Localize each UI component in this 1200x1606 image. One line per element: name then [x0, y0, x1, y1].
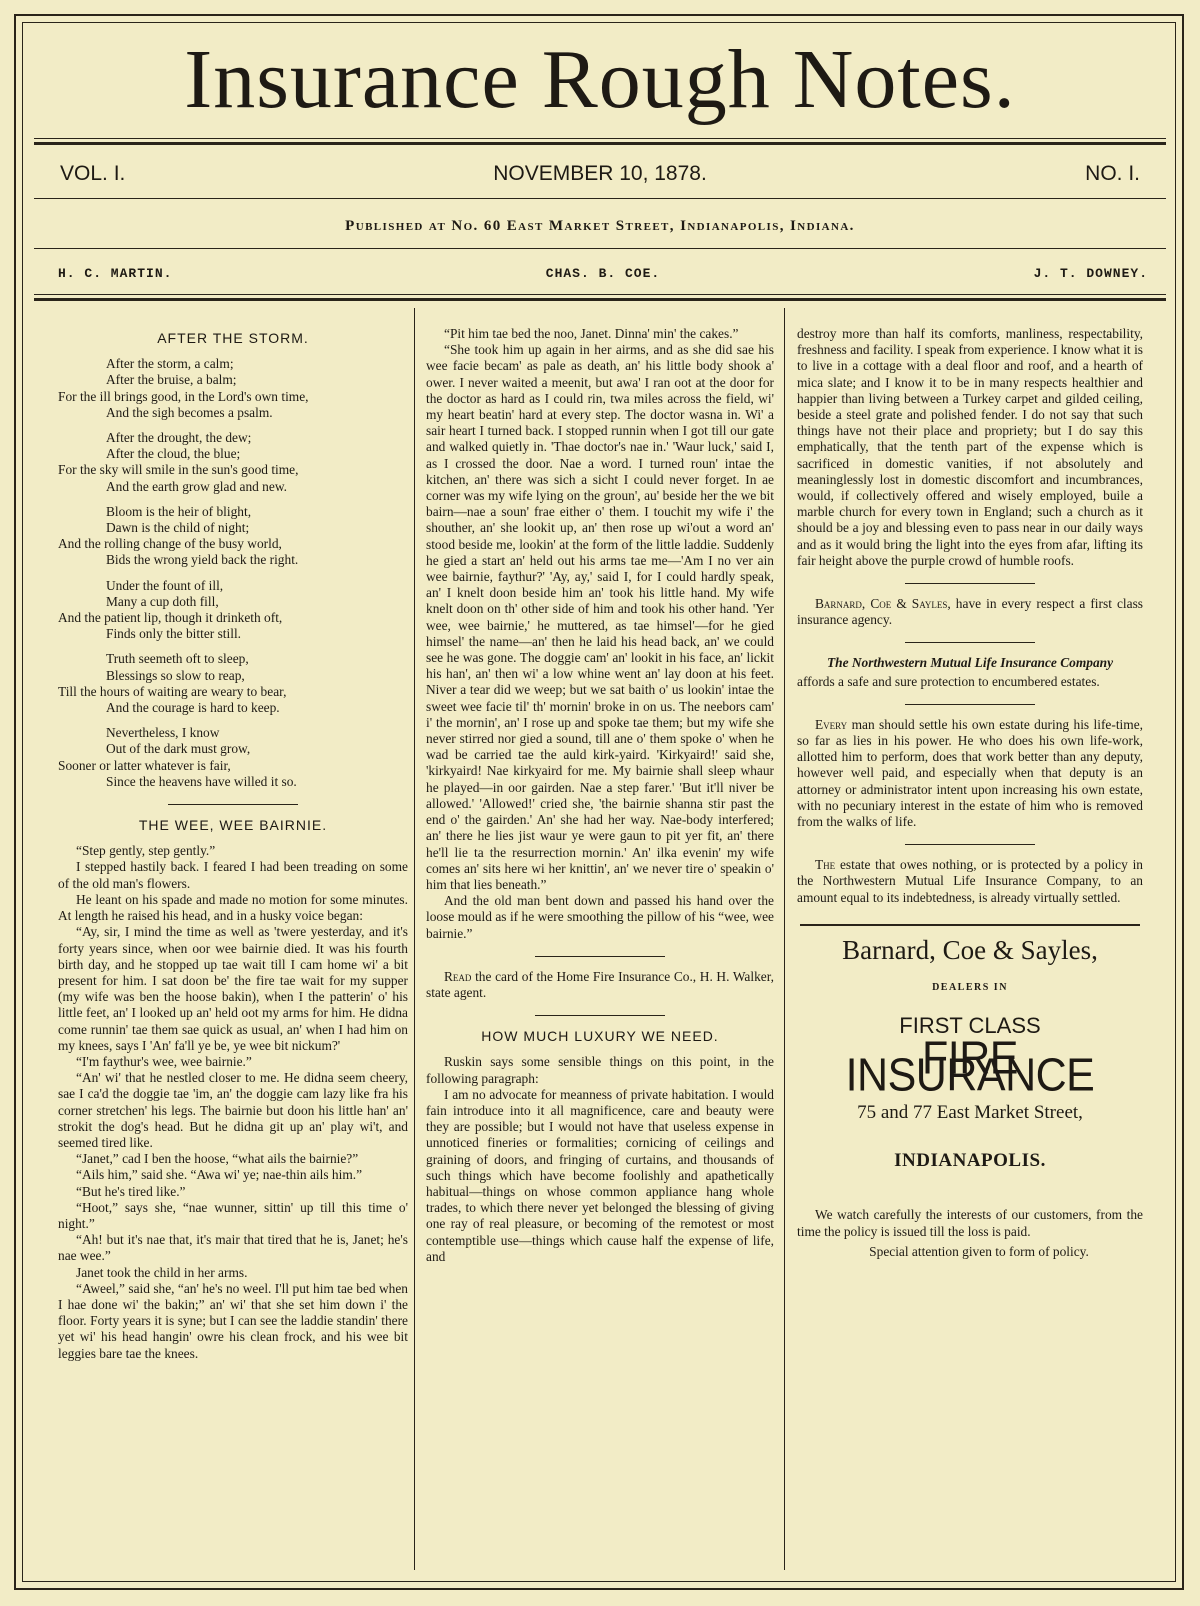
- divider: [800, 924, 1140, 926]
- poem-line: Bloom is the heir of blight,: [106, 503, 252, 519]
- ad-first-class: FIRST CLASS: [899, 1013, 1041, 1039]
- paragraph: “Pit him tae bed the noo, Janet. Dinna' min' the cakes.”: [444, 326, 739, 341]
- paragraph: Ruskin says some sensible things on this point, in the following paragraph:: [426, 1054, 774, 1086]
- poem-line: Dawn is the child of night;: [106, 520, 250, 536]
- paragraph: “Janet,” cad I ben the hoose, “what ails the bairnie?”: [76, 1151, 359, 1167]
- poem-stanza: [58, 430, 408, 495]
- northwestern-text: affords a safe and sure protection to encumbered estates.: [797, 673, 1100, 689]
- paragraph: “She took him up again in her airms, and as she did sae his wee facie becam' as pale as death, an' his little body shook a' ower. I never waited a meenit, but awa' I ran oot at the door for the doctor as hard as I could rin, twa miles across the field, wi' my heart beatin' hard at every step. The doctor wasna in. Wi' a sair heart I turned back. I stopped runnin when I got till our gate and walked quietly in. 'Thae doctor's nae in.' 'Waur luck,' said I, as I crossed the door. Nae a word. I turned roun' intae the kitchen, an' there was sich a sicht I could never forget. In ae corner was my wife lying on the groun', au' beside her the we bit bairn—nae a soun' frae either o' them. I touchit my wife i' the shouther, an' she lookit up, an' then rose up wi'out a word an' stood beside me, lookin' at the form of the little laddie. Suddenly he gied a start an' held out his arms tae me—'Am I no ver ain wee bairnie, faythur?' 'Ay, ay,' said I, for I could hardly speak, an' I knelt doon beside him an' took his little hand. My wife knelt doon on th' other side of him and took his other hand. 'Yer wee, wee bairnie,' he muttered, as tae himsel'—for he gied himsel' the name—an' then he laid his head back, an' we could see he was gone. The doggie cam' an' lookit in his face, an' lickit his han', an' then wi' a low whine went an' lay doon at his feet. Niver a tear did we weep; but we sat baith o' us lookin' intae the sweet wee facie til' th' mornin' broke in on us. The neebors cam' i' the mornin', an' I rose up and spoke tae them; but my wife she never stirred nor gied a sound, till ane o' them spoke o' when he wad be carried tae the auld kirk-yaird. 'Kirkyaird!' said she, 'kirkyaird! Nae kirkyaird for me. My bairnie shall sleep whaur he played—in oor gairden. Nae a step farer.' 'But it'll niver be allowed.' 'Allowed!' cried she, 'the bairnie shanna stir past the end o' the gairden.' An' she had her way. Nae-body interfered; an' there he lies jist waur ye were gaun to pit yer fit, an' there he'll lie ta the resurrection mornin.' An' ilka evenin' my wife comes an' sits here wi her knittin', an' we never tire o' speakin o' him that lies beneath.”: [426, 342, 774, 892]
- editor-name: J. T. DOWNEY.: [1033, 266, 1148, 281]
- paragraph: “Step gently, step gently.”: [76, 843, 216, 859]
- divider: [535, 956, 665, 957]
- ad-dealers: DEALERS IN: [932, 982, 1008, 994]
- poem-title: AFTER THE STORM.: [157, 330, 309, 346]
- northwestern-title: The Northwestern Mutual Life Insurance Company: [826, 655, 1114, 671]
- paragraph: “Ah! but it's nae that, it's mair that tired that he is, Janet; he's nae wee.”: [58, 1232, 408, 1264]
- ad-address: 75 and 77 East Market Street,: [857, 1101, 1083, 1123]
- poem-line: After the cloud, the blue;: [106, 446, 241, 462]
- ad-special-text: Special attention given to form of policy.: [869, 1243, 1089, 1259]
- poem-line: And the courage is hard to keep.: [106, 700, 280, 716]
- poem-line: Out of the dark must grow,: [106, 741, 251, 757]
- editors-line: [58, 266, 1148, 288]
- column-1: [58, 326, 408, 1362]
- poem-line: After the storm, a calm;: [106, 356, 234, 372]
- poem-stanza: [58, 725, 408, 790]
- issue-line: [60, 162, 1140, 192]
- rule: [34, 294, 1166, 295]
- rule: [34, 248, 1166, 249]
- poem-line: Nevertheless, I know: [106, 725, 220, 741]
- paragraph: “Hoot,” says she, “nae wunner, sittin' up till this time o' night.”: [58, 1199, 408, 1231]
- poem-stanza: [58, 356, 408, 421]
- story-text: [58, 843, 408, 1362]
- poem-line: After the drought, the dew;: [106, 430, 252, 446]
- column-2: [426, 326, 774, 1265]
- poem-line: And the earth grow glad and new.: [106, 478, 287, 494]
- poem-stanza: [58, 578, 408, 643]
- rule: [34, 198, 1166, 199]
- column-3: [797, 326, 1143, 1260]
- luxury-text: [426, 1054, 774, 1265]
- divider: [905, 642, 1035, 643]
- poem-line: For the ill brings good, in the Lord's own time,: [58, 388, 309, 404]
- divider: [168, 804, 298, 805]
- story-text-continued: [426, 326, 774, 942]
- luxury-title: HOW MUCH LUXURY WE NEED.: [481, 1028, 719, 1045]
- editor-name: CHAS. B. COE.: [545, 266, 661, 281]
- paragraph: I am no advocate for meanness of private habitation. I would fain introduce into it all magnificence, care and beauty were they are possible; but I would not have that useless expense in unnoticed fineries or formalities; cornicing of ceilings and graining of doors, and fringing of curtains, and thousands of such things which have become foolishly and apathetically habitual—things on whose common appliance hang whole trades, to which there never yet belonged the blessing of giving one ray of real pleasure, or becoming of the remotest or most contemptible use—things which cause half the expense of life, and: [426, 1086, 774, 1264]
- poem-line: Till the hours of waiting are weary to bear,: [58, 683, 287, 699]
- divider: [905, 583, 1035, 584]
- every-notice: Every man should settle his own estate during his life-time, so far as lies in his power. He who does his own life-work, allotted him to perform, does that work better than any deputy, however well paid, and especially when that deputy is an attorney or administrator intent upon increasing his own estate, with no pecuniary interest in the estate of him who is removed from the walks of life.: [797, 716, 1143, 830]
- divider: [905, 704, 1035, 705]
- column-divider: [414, 308, 415, 1570]
- paragraph: He leant on his spade and made no motion for some minutes. At length he raised his head, and in a husky voice began:: [58, 891, 408, 924]
- poem-line: For the sky will smile in the sun's good time,: [58, 462, 299, 478]
- poem-line: Finds only the bitter still.: [106, 626, 242, 642]
- rule: [34, 138, 1166, 139]
- bcs-notice: Barnard, Coe & Sayles, have in every respect a first class insurance agency.: [797, 596, 1143, 628]
- poem-stanza: [58, 651, 408, 716]
- paragraph: “Ails him,” said she. “Awa wi' ye; nae-thin ails him.”: [76, 1167, 363, 1183]
- story-title: THE WEE, WEE BAIRNIE.: [138, 817, 328, 834]
- rule: [34, 142, 1166, 145]
- editor-name: H. C. MARTIN.: [58, 266, 173, 281]
- publisher-line: Published at No. 60 East Market Street, Indianapolis, Indiana.: [345, 218, 855, 234]
- paragraph: I stepped hastily back. I feared I had been treading on some of the old man's flowers.: [58, 859, 408, 891]
- poem-line: Bids the wrong yield back the right.: [106, 552, 299, 568]
- poem-line: Many a cup doth fill,: [106, 593, 219, 609]
- ad-fire-insurance: FIRE INSURANCE: [845, 1031, 1095, 1102]
- paragraph: “Ay, sir, I mind the time as well as 'twere yesterday, and it's forty years since, when oor wee bairnie died. It was his fourth birth day, and he stopped up tae wait till I cam home wi' a bit present for him. I sat doon be' the fire tae wait for my supper (my wife was ben the hoose bakin), when I the patterin' o' his little feet, an' I looked up an' held oot my arms for him. He didna come runnin' tae them sae quick as usual, an' when I had him on my knees, says I 'An' fa'll ye be, ye wee bit nickum?': [58, 924, 408, 1053]
- issue-date: NOVEMBER 10, 1878.: [493, 162, 707, 185]
- paragraph: “But he's tired like.”: [76, 1183, 186, 1199]
- poem-line: Truth seemeth oft to sleep,: [106, 651, 249, 667]
- divider: [905, 844, 1035, 845]
- luxury-text-continued: destroy more than half its comforts, manliness, respectability, freshness and facility. I speak from experience. I know what it is to live in a cottage with a deal floor and roof, and a hearth of mica slate; and I know it to be in many respects healthier and happier than living between a Turkey carpet and gilded ceiling, beside a steel grate and polished fender. I do not say that such things have not their place and propriety; but I do say this emphatically, that the tenth part of the expense which is sacrificed in domestic vanities, if not absolutely and meaninglessly lost in domestic discomfort and incumbrances, would, if collectively offered and wisely employed, buile a marble church for every town in England; such a church as it should be a joy and blessing even to pass near in our daily ways and as it would bring the light into the eyes from afar, lifting its fair height above the purple crowd of humble roofs.: [797, 326, 1143, 568]
- ad-firm-name: Barnard, Coe & Sayles,: [842, 934, 1098, 965]
- home-fire-notice: Read the card of the Home Fire Insurance Co., H. H. Walker, state agent.: [426, 968, 774, 1000]
- estate-notice: The estate that owes nothing, or is protected by a policy in the Northwestern Mutual Life Insurance Company, to an amount equal to its indebtedness, is already virtually settled.: [797, 857, 1143, 905]
- poem-stanza: [58, 504, 408, 569]
- volume-number: VOL. I.: [60, 162, 126, 185]
- column-divider: [784, 308, 785, 1570]
- paragraph: Janet took the child in her arms.: [76, 1264, 248, 1280]
- ad-city: INDIANAPOLIS.: [894, 1150, 1046, 1172]
- poem: [58, 356, 408, 790]
- divider: [535, 1015, 665, 1016]
- poem-line: Since the heavens have willed it so.: [106, 773, 297, 789]
- poem-line: Under the fount of ill,: [106, 577, 224, 593]
- paragraph: “Aweel,” said she, “an' he's no weel. I'll put him tae bed when I hae done wi' the bakin;” an' wi' that she set him down i' the floor. Forty years it is syne; but I can see the laddie standin' there yet wi' his head hangin' owre his clean frock, and his wee bit leggies bare tae the knees.: [58, 1280, 408, 1361]
- ad-watch-text: We watch carefully the interests of our customers, from the time the policy is issued till the loss is paid.: [797, 1207, 1143, 1239]
- poem-line: Sooner or latter whatever is fair,: [58, 757, 231, 773]
- rule: [34, 298, 1166, 301]
- paragraph: “An' wi' that he nestled closer to me. He didna seem cheery, sae I ca'd the doggie tae 'im, an' the doggie cam lazy like fra his corner stretchen' his legs. The bairnie but doon his little han' an' strokit the dog's head. But he didna git up an' play wi't, and seemed tired like.: [58, 1070, 408, 1150]
- poem-line: And the sigh becomes a psalm.: [106, 404, 273, 420]
- poem-line: After the bruise, a balm;: [106, 372, 237, 388]
- issue-number: NO. I.: [1085, 162, 1140, 185]
- poem-line: And the rolling change of the busy world,: [58, 536, 282, 552]
- poem-line: And the patient lip, though it drinketh oft,: [58, 610, 283, 626]
- advertisement: [797, 934, 1143, 1260]
- masthead-title: Insurance Rough Notes.: [184, 33, 1016, 126]
- paragraph: “I'm faythur's wee, wee bairnie.”: [76, 1053, 252, 1069]
- poem-line: Blessings so slow to reap,: [106, 667, 245, 683]
- paragraph: And the old man bent down and passed his hand over the loose mould as if he were smoothing the pillow of his “wee, wee bairnie.”: [426, 893, 774, 941]
